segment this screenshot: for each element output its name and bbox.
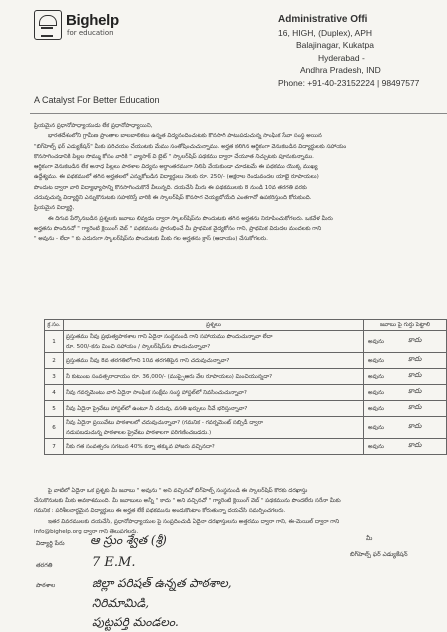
header-divider <box>30 113 447 114</box>
name-label: విద్యార్థి పేరు <box>36 540 65 547</box>
para1-line: పొందుట ద్వారా వారి విద్యాభ్యాసాన్ని కొనసాగించుకొనే వీలున్నది. దయచేసి మీరు ఈ పథకములకు 8 నుండి 10వ తరగతి వరకు <box>34 184 307 191</box>
class-label: తరగతి <box>36 562 53 569</box>
footer-line: పై వాటిలో ఏదైనా ఒక ప్రశ్నకు మీ జవాబు " అవును " అని వచ్చినచో బిగ్‌హెల్ప్ సంస్థనుండి ఈ స్కాలర్‌షిప్ కొరకు దరఖాస్తు <box>48 488 308 494</box>
answer-yes[interactable]: అవును <box>368 373 384 380</box>
answer-no-marked[interactable]: కాదు <box>408 402 422 411</box>
answer-yes[interactable]: అవును <box>368 424 384 431</box>
row-number: 3 <box>45 369 64 385</box>
para2-line: అర్హతను పొందినచో " గ్యారెంటి క్లెయింగ్ వెబ్ " పథకమును ప్రారంభించే మీ ప్రాథమిక వైద్యకోసం గాని, ప్రాథమిక విదుదల మందలకు గాని <box>34 225 322 232</box>
footer-notes <box>34 486 447 537</box>
signature-line-2: బిగ్‌హెల్ప్ ఫర్ ఎడ్యుకేషన్ <box>350 551 408 558</box>
para1-line: ఆర్థికంగా వెనుకబడిన లేక అనాధ పిల్లలు పాఠశాల విద్యను అర్ధాంతరముగా నిలిపి వేయకుండా చూడటమే ఈ పథకము యొక్క ముఖ్య <box>34 164 318 171</box>
table-header-row <box>45 320 447 331</box>
row-number: 2 <box>45 353 64 369</box>
row-number: 5 <box>45 401 64 417</box>
address-line-1: 16, HIGH, (Duplex), APH <box>278 27 373 38</box>
question-text: ప్రస్తుతము నీవు 8వ తరగతిలోగాని 10వ తరగతిపైన గాని చదువుచున్నావా? <box>64 353 364 369</box>
para2-line: ఈ దిగువ పేర్కొనబడిన ప్రశ్నలకు జవాబు లివ్వడం ద్వారా స్కాలర్‌షిప్‌ను పొందుటకు తగిన అర్హతను నిరూపించుకోగలరు. ఒకవేళ మీరు <box>48 215 333 222</box>
table-row <box>45 331 447 353</box>
row-number: 1 <box>45 331 64 353</box>
para1-line: కొనసాగించడానికి పిల్లల సొమ్ము కోసం వారికి " వ్యాసాక్ వి బైట్ " స్కాలర్‌షిప్ పథకము ద్వారా చేయూత నిచ్చుటకు పూనుకున్నాము. <box>34 153 314 160</box>
para2-line: " అవును - లేదా " కు ఎదురుగా స్కాలర్‌షిప్‌ను పొందుటకు మీకు గల అర్హతను క్రాస్ (ఆదాయం) చేసుకోగలరు. <box>34 236 268 243</box>
answer-yes[interactable]: అవును <box>368 443 384 450</box>
para1-line: చదువుచున్న విద్యార్థిని ఎన్నుకొనుటకు సహకరిస్తే వారికి ఈ స్కాలర్‌షిప్ కొనసాగ చెయ్యబోయేది ఎంతగానో ఉపకరిస్తుంది కోరుకుంది. <box>34 195 312 202</box>
question-text: నీ కుటుంబ సంవత్సరాదాయం రూ. 36,000/- (ముప్పైఆరు వేల రూపాయలు) మించియున్నదా? <box>64 369 364 385</box>
signature-line-1: మీ <box>366 535 373 542</box>
answer-no-marked[interactable]: కాదు <box>408 335 422 344</box>
address-line-4: Andhra Pradesh, IND <box>300 65 381 75</box>
answer-yes[interactable]: అవును <box>368 338 384 345</box>
letter-body <box>34 121 447 245</box>
question-text: ప్రస్తుతము నీవు ప్రభుత్వపాఠశాల గాని ఏదైనా సంస్థనుండి గాని సహాయము పొందుచున్నావా లేదా రూ. 500/-కను మించి సహాయం / స్కాలర్‌షిప్‌ను పొందుచున్నావా? <box>64 331 364 353</box>
school-line-1[interactable]: జిల్లా పరిషత్ ఉన్నత పాఠశాల, <box>92 576 232 590</box>
table-row <box>45 353 447 369</box>
book-icon <box>34 10 62 40</box>
school-line-2[interactable]: నిరిమామిడి, <box>92 596 150 610</box>
answer-no-marked[interactable]: కాదు <box>408 354 422 363</box>
answer-cell[interactable] <box>364 401 447 417</box>
signature-block <box>350 535 408 559</box>
class-value[interactable]: 7 E.M. <box>92 555 136 570</box>
school-label: పాఠశాల <box>36 582 56 589</box>
question-text: నీకు గత సంవత్సరం సగటున 40% కన్నా తక్కువ హాజరు వచ్చినదా? <box>64 439 364 455</box>
address-block <box>278 14 447 89</box>
question-text: నీవు గవర్నమెంటు వారి ఏదైనా సాంఘిక సంక్షేమ సంస్థ హాస్టల్‌లో నివసించుచున్నావా? <box>64 385 364 401</box>
school-line-3[interactable]: పుట్టపర్తి మండలం. <box>92 615 179 629</box>
answer-cell[interactable] <box>364 417 447 439</box>
para1-line: ఉద్దేశ్యము. ఈ పథకములో తగిన అర్హతలలో ఎన్నుకోబడిన విద్యార్థులు నెలకు రూ. 250/- (అక్షరాల రెండువందల యాభై రూపాయలు) <box>34 174 319 181</box>
footer-line: గమనిక : పరిశీలనార్థమైన విద్యార్థులు ఈ అర్హత లేకే పథకమును అందుకొంటాం కోరుతున్నా దయచేసి సమర్పించగలరు. <box>34 508 286 515</box>
eligibility-table <box>44 319 447 455</box>
answer-yes[interactable]: అవును <box>368 405 384 412</box>
answer-no-marked[interactable]: కాదు <box>408 386 422 395</box>
student-name-value[interactable]: ఆ స్రుం శ్వేత (శ్రీ) <box>90 533 167 547</box>
admin-office-title: Administrative Offi <box>278 14 368 25</box>
table-row <box>45 369 447 385</box>
col-header-answer: జవాబు పై గుర్తు పెట్టాలి <box>364 320 447 331</box>
col-header-question: ప్రశ్నలు <box>64 320 364 331</box>
brand-subtitle: for education <box>67 29 114 37</box>
bighelp-logo <box>34 10 154 50</box>
question-text: నీవు ఏదైనా ప్రైవేటు హాస్టల్‌లో ఉంటూ నీ చదువు, వసతి ఖర్చులు నీవే భరిస్తున్నావా? <box>64 401 364 417</box>
contact-email: info@bighelp.org ద్వారా గాని తెలుపగలరు. <box>34 528 139 535</box>
para1-line: "బిగ్‌హెల్ప్ ఫర్ ఎడ్యుకేషన్" మీకు పరిచయం చేయుటకు మేము సంతోషించుచున్నాము. అర్హత కలిగిన ఆర్థికంగా వెనుకబడిన విద్యార్థులకు సహాయం <box>34 143 347 150</box>
row-number: 6 <box>45 417 64 439</box>
footer-line: చేసుకొనుటకు మీకు అవకాశముంది. మీ జవాబులు అన్నీ " కాదు " అని వచ్చినచో " గ్యారెంటి క్లెయింగ్ వెబ్ " పథకమును పొందలేరు సరేనా మీకు <box>34 498 341 505</box>
answer-cell[interactable] <box>364 439 447 455</box>
answer-yes[interactable]: అవును <box>368 357 384 364</box>
dear-student: ప్రియమైన విద్యార్థి, <box>34 205 75 212</box>
address-line-2: Balajinagar, Kukatpa <box>296 40 374 50</box>
answer-cell[interactable] <box>364 369 447 385</box>
table-row <box>45 385 447 401</box>
answer-cell[interactable] <box>364 385 447 401</box>
tagline: A Catalyst For Better Education <box>34 95 160 105</box>
address-line-3: Hyderabad - <box>318 52 365 63</box>
para1-line: భారతదేశంలోని గ్రామీణ ప్రాంతాల బాలబాలికలు ఉన్నత విద్యనందించుటకు కొనసాగి పాటుపడుచున్న సాంఘిక సేవా సంస్థ అయిన <box>48 133 322 140</box>
answer-cell[interactable] <box>364 353 447 369</box>
table-row <box>45 417 447 439</box>
col-header-no: క్ర.సం. <box>45 320 64 331</box>
phone-line: Phone: +91-40-23152224 | 98497577 <box>278 77 420 88</box>
answer-no-marked[interactable]: కాదు <box>408 440 422 449</box>
answer-no-marked[interactable]: కాదు <box>408 370 422 379</box>
table-row <box>45 401 447 417</box>
answer-yes[interactable]: అవును <box>368 389 384 396</box>
answer-no-marked[interactable]: కాదు <box>408 421 422 430</box>
answer-cell[interactable] <box>364 331 447 353</box>
table-row <box>45 439 447 455</box>
question-text: నీవు ఏదైనా ప్రయివేటు పాఠశాలలో చదువుచున్నావా? (గమనిక - గవర్నమెంట్ సబ్సిడీ ద్వారా నడుపబడుచున్న పాఠశాలల ప్రైవేటు పాఠశాలగా పరిగణించబడదు.) <box>64 417 364 439</box>
brand-name: Bighelp <box>66 12 119 29</box>
salutation: ప్రియమైన ప్రధానోపాధ్యాయుడు లేక ప్రధానోపాధ్యాయిని, <box>34 123 153 129</box>
row-number: 4 <box>45 385 64 401</box>
footer-line: ఇతర వివరములకు దయచేసి, ప్రధానోపాధ్యాయుల పై సంప్రదించుడి ఏదైనా దరఖాస్తులను అత్తరము ద్వారా గాని, ఈ-మెయిల్ ద్వారా గాని <box>48 518 340 525</box>
row-number: 7 <box>45 439 64 455</box>
